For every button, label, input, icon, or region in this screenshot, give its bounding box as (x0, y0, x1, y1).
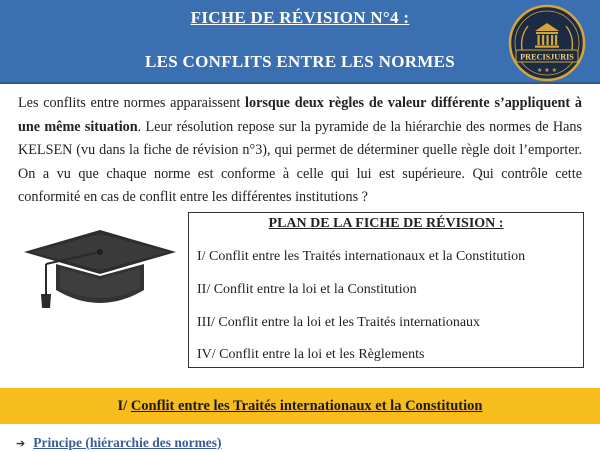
principle-subheading (16, 435, 222, 451)
intro-bold-text: lorsque deux règles de valeur différente s’appliquent à une même situation (18, 95, 582, 135)
plan-item-3: III/ Conflit entre la loi et les Traités internationaux (197, 315, 481, 330)
page-title-line1: FICHE DE RÉVISION N°4 : (190, 8, 410, 27)
revision-plan-box (188, 212, 584, 368)
header-banner (0, 0, 600, 84)
page-title-line2: LES CONFLITS ENTRE LES NORMES (144, 52, 456, 71)
plan-item-2: II/ Conflit entre la loi et la Constitution (197, 282, 417, 297)
section-heading-band (0, 388, 600, 424)
principle-label: Principe (hiérarchie des normes) (33, 435, 222, 450)
plan-item-4: IV/ Conflit entre la loi et les Règlements (197, 347, 425, 362)
intro-paragraph (18, 92, 582, 210)
arrow-bullet-icon: ➔ (16, 438, 26, 450)
intro-text-2: . Leur résolution repose sur la pyramide de la hiérarchie des normes de Hans KELSEN (vu dans la fiche de révision n°3), qui permet de déterminer quelle règle doit l’emporter. On a vu que chaque norme est conforme à celle qui lui est supérieure. Qui contrôle cette conformité en cas de conflit entre les différentes institutions ? (18, 118, 582, 205)
logo-text: PRECISJURIS (520, 52, 574, 62)
section-number: I/ (117, 398, 128, 414)
precisjuris-logo (508, 4, 586, 82)
intro-text-1: Les conflits entre normes apparaissent (18, 95, 246, 111)
plan-title: PLAN DE LA FICHE DE RÉVISION : (268, 216, 504, 231)
section-title: Conflit entre les Traités internationaux et la Constitution (130, 398, 483, 414)
graduation-cap-icon (20, 226, 180, 316)
plan-item-1: I/ Conflit entre les Traités internationaux et la Constitution (197, 249, 526, 264)
section-heading (0, 398, 600, 415)
svg-text:★ ★ ★: ★ ★ ★ (537, 67, 557, 74)
